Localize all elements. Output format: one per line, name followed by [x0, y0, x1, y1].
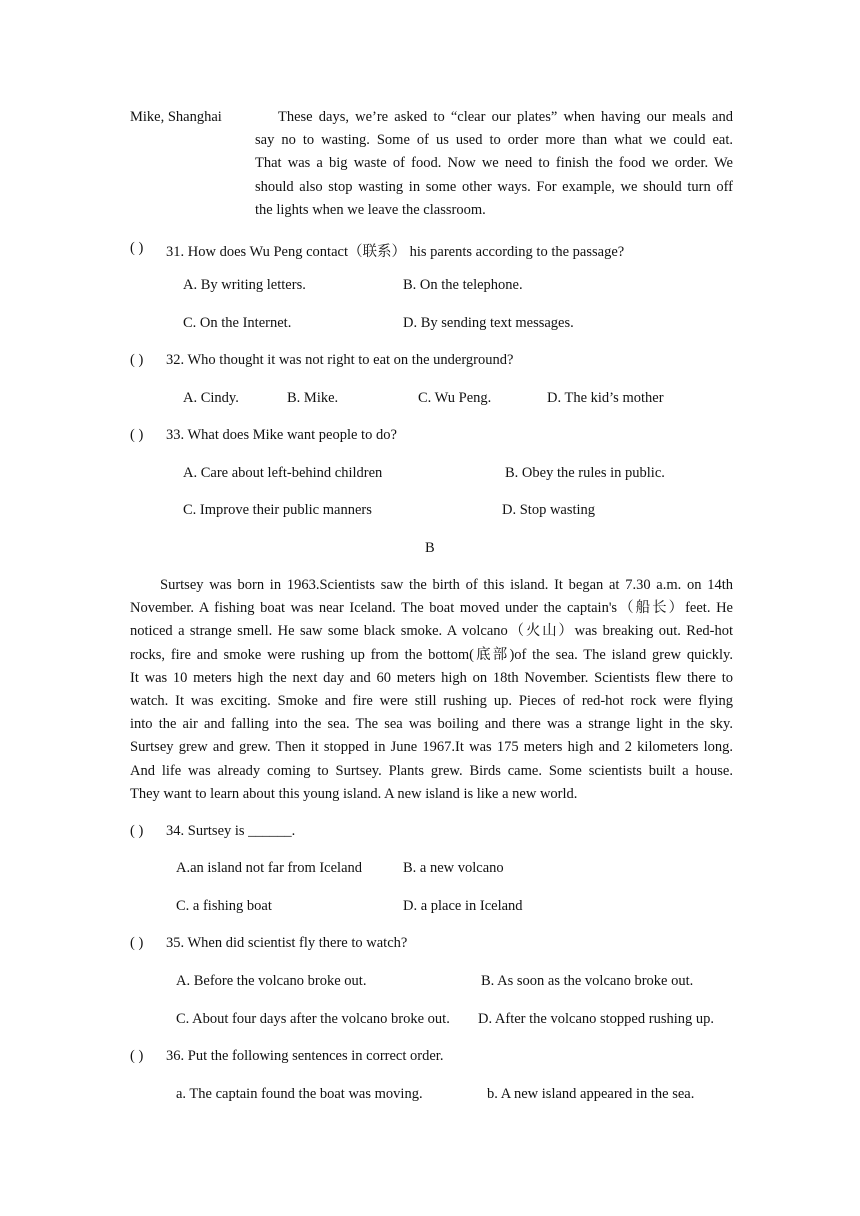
passage-line: November. A fishing boat was near Iceland. The boat moved under the captain's（船长）feet. He: [130, 600, 733, 617]
answer-bracket[interactable]: ( ): [130, 352, 144, 368]
option-b: B. Obey the rules in public.: [505, 465, 665, 481]
passage-line: rocks, fire and smoke were rushing up from the bottom(底部)of the sea. The island grew quickly.: [130, 646, 733, 663]
question-35: 35. When did scientist fly there to watch?: [166, 935, 408, 951]
option-d: D. The kid’s mother: [547, 390, 664, 406]
option-a: A. Before the volcano broke out.: [176, 973, 367, 989]
statement-a: a. The captain found the boat was moving.: [176, 1086, 423, 1102]
option-b: B. As soon as the volcano broke out.: [481, 973, 694, 989]
option-c: C. On the Internet.: [183, 315, 292, 331]
passage-line: Surtsey was born in 1963.Scientists saw the birth of this island. It began at 7.30 a.m. on 14th: [160, 577, 733, 593]
question-32: 32. Who thought it was not right to eat on the underground?: [166, 352, 514, 368]
answer-bracket[interactable]: ( ): [130, 1048, 144, 1064]
option-b: B. a new volcano: [403, 860, 504, 876]
passage-line: And life was already coming to Surtsey. Plants grew. Birds came. Some scientists built a house.: [130, 762, 733, 779]
mike-line: say no to wasting. Some of us used to order more than what we could eat.: [255, 132, 733, 149]
answer-bracket[interactable]: ( ): [130, 240, 144, 256]
question-36: 36. Put the following sentences in correct order.: [166, 1048, 444, 1064]
option-d: D. By sending text messages.: [403, 315, 574, 331]
passage-line: They want to learn about this young island. A new island is like a new world.: [130, 785, 578, 802]
option-a: A. By writing letters.: [183, 277, 306, 293]
passage-line: watch. It was exciting. Smoke and fire were still rushing up. Pieces of red-hot rock were flying: [130, 693, 733, 710]
option-d: D. a place in Iceland: [403, 898, 523, 914]
option-a: A. Cindy.: [183, 390, 239, 406]
question-34: 34. Surtsey is ______.: [166, 823, 296, 839]
option-c: C. About four days after the volcano broke out.: [176, 1011, 450, 1027]
statement-b: b. A new island appeared in the sea.: [487, 1086, 695, 1102]
option-c: C. Improve their public manners: [183, 502, 372, 518]
option-a: A. Care about left-behind children: [183, 465, 383, 481]
option-d: D. Stop wasting: [502, 502, 596, 518]
option-c: C. a fishing boat: [176, 898, 272, 914]
answer-bracket[interactable]: ( ): [130, 823, 144, 839]
answer-bracket[interactable]: ( ): [130, 935, 144, 951]
mike-line: should also stop wasting in some other ways. For example, we should turn off: [255, 178, 733, 195]
option-c: C. Wu Peng.: [418, 390, 492, 406]
answer-bracket[interactable]: ( ): [130, 427, 144, 443]
passage-line: Surtsey grew and grew. Then it stopped in June 1967.It was 175 meters high and 2 kilometers long.: [130, 739, 733, 756]
question-33: 33. What does Mike want people to do?: [166, 427, 397, 443]
passage-line: into the air and falling into the sea. The sea was boiling and there was a strange light in the sky.: [130, 716, 733, 733]
passage-b: [130, 574, 733, 806]
mike-line: That was a big waste of food. Now we need to finish the food we order. We: [255, 155, 733, 172]
option-b: B. On the telephone.: [403, 277, 523, 293]
question-31: 31. How does Wu Peng contact（联系） his parents according to the passage?: [166, 244, 625, 260]
option-a: A.an island not far from Iceland: [176, 860, 363, 876]
option-b: B. Mike.: [287, 390, 339, 406]
mike-line: the lights when we leave the classroom.: [255, 201, 486, 218]
mike-paragraph: [255, 106, 733, 222]
speaker-label: Mike, Shanghai: [130, 109, 222, 125]
option-d: D. After the volcano stopped rushing up.: [478, 1011, 714, 1027]
mike-line: These days, we’re asked to “clear our plates” when having our meals and: [278, 109, 733, 125]
passage-line: It was 10 meters high the next day and 60 meters high on 18th November. Scientists flew there to: [130, 669, 733, 686]
passage-line: noticed a strange smell. He saw some black smoke. A volcano（火山）was breaking out. Red-hot: [130, 623, 733, 640]
section-heading: B: [425, 540, 435, 556]
